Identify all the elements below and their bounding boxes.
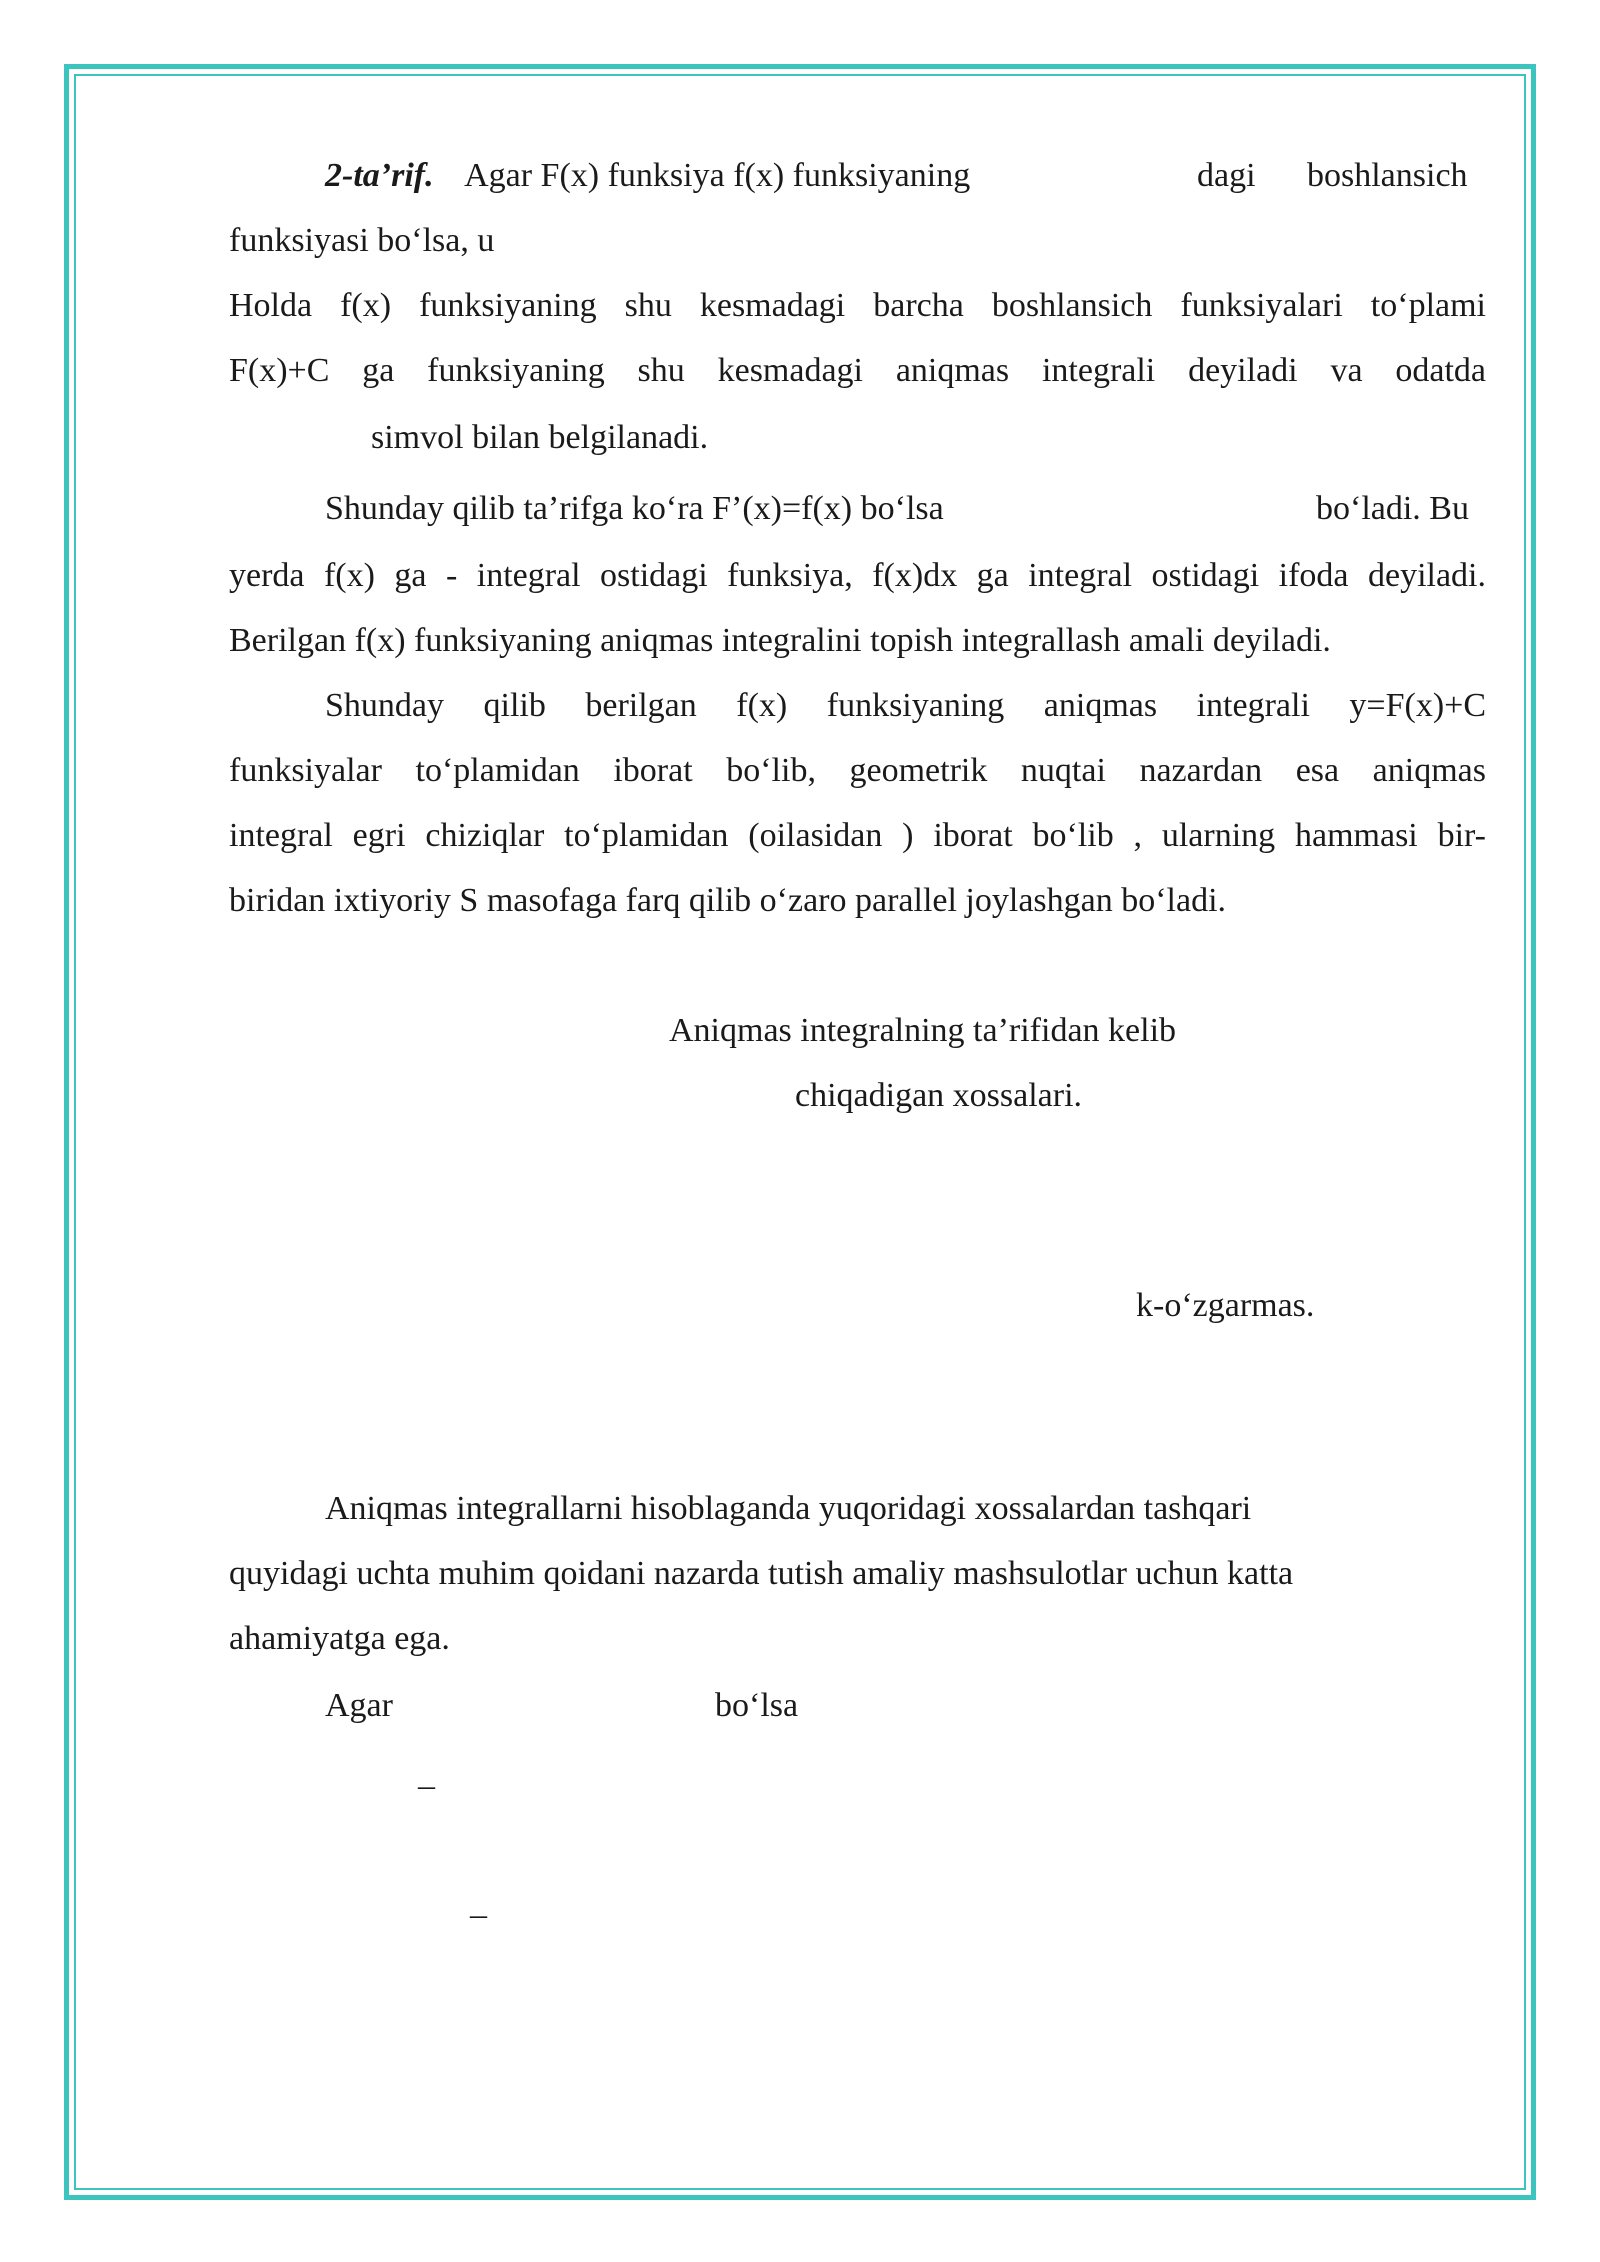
- paragraph-3-line-2: funksiyalar to‘plamidan iborat bo‘lib, geometrik nuqtai nazardan esa aniqmas: [229, 752, 1486, 789]
- definition-line-1-boshlansich: boshlansich: [1307, 157, 1468, 194]
- definition-line-1: [325, 156, 970, 196]
- paragraph-3-line-4: biridan ixtiyoriy S masofaga farq qilib o‘zaro parallel joylashgan bo‘ladi.: [229, 882, 1227, 919]
- section-heading-line-2: chiqadigan xossalari.: [795, 1077, 1083, 1114]
- section-heading-line-1: Aniqmas integralning ta’rifidan kelib: [669, 1012, 1177, 1049]
- paragraph-2-line-1-end: bo‘ladi. Bu: [1316, 490, 1469, 527]
- paragraph-2-line-3: Berilgan f(x) funksiyaning aniqmas integralini topish integrallash amali deyiladi.: [229, 622, 1331, 659]
- definition-term: 2-ta’rif.: [325, 157, 434, 194]
- page-border-inner: [74, 74, 1526, 2190]
- paragraph-4-line-2: quyidagi uchta muhim qoidani nazarda tutish amaliy mashsulotlar uchun katta: [229, 1555, 1294, 1592]
- definition-line-1-text: Agar F(x) funksiya f(x) funksiyaning: [464, 157, 971, 194]
- definition-line-2: funksiyasi bo‘lsa, u: [229, 222, 495, 259]
- definition-line-5: simvol bilan belgilanadi.: [371, 419, 709, 456]
- definition-line-4: F(x)+C ga funksiyaning shu kesmadagi aniqmas integrali deyiladi va odatda: [229, 352, 1486, 389]
- rule-bolsa: bo‘lsa: [715, 1687, 799, 1724]
- paragraph-3-line-3: integral egri chiziqlar to‘plamidan (oilasidan ) iborat bo‘lib , ularning hammasi bir-: [229, 817, 1486, 854]
- paragraph-4-line-3: ahamiyatga ega.: [229, 1620, 450, 1657]
- paragraph-3-line-1: Shunday qilib berilgan f(x) funksiyaning aniqmas integrali y=F(x)+C: [325, 687, 1486, 724]
- definition-line-1-dagi: dagi: [1197, 157, 1256, 194]
- rule-agar: Agar: [325, 1687, 393, 1724]
- definition-line-3: Holda f(x) funksiyaning shu kesmadagi barcha boshlansich funksiyalari to‘plami: [229, 287, 1486, 324]
- paragraph-2-line-2: yerda f(x) ga - integral ostidagi funksiya, f(x)dx ga integral ostidagi ifoda deyiladi.: [229, 557, 1486, 594]
- constant-note: k-o‘zgarmas.: [1136, 1287, 1315, 1324]
- rule-dash-2: –: [470, 1896, 487, 1933]
- rule-dash-1: –: [418, 1767, 435, 1804]
- paragraph-2-line-1: Shunday qilib ta’rifga ko‘ra F’(x)=f(x) bo‘lsa: [325, 490, 944, 527]
- paragraph-4-line-1: Aniqmas integrallarni hisoblaganda yuqoridagi xossalardan tashqari: [325, 1490, 1252, 1527]
